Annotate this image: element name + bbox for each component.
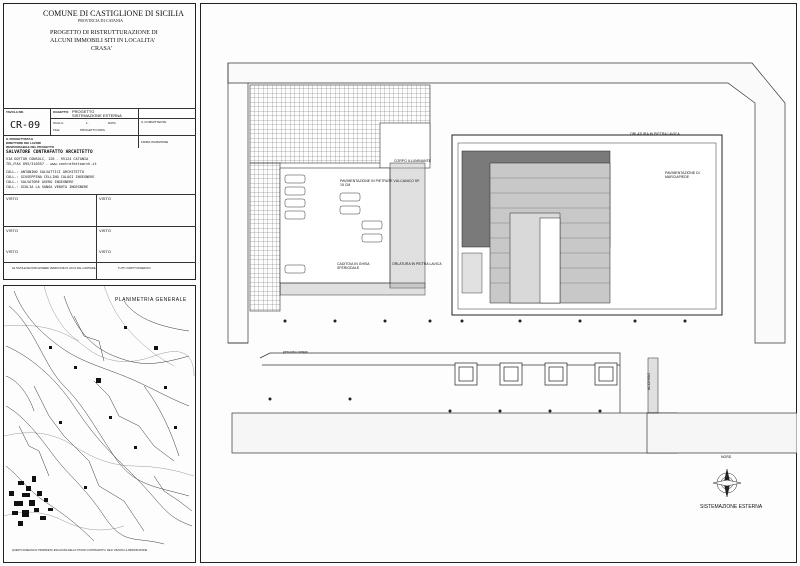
director-label: DIRETTORE DEI LAVORI [6,141,42,145]
title-divider [50,108,51,135]
title-divider [3,135,196,136]
visto-label: VISTO [6,249,18,254]
collaborator-3: COLL.: SALVATORE ASERO INGEGNERE [6,180,74,184]
visto-label: VISTO [6,196,18,201]
footer-note-left: LE TAVOLE DEVONO ESSERE VERIFICATE IN LOCO DAL CANTIERE [12,267,96,270]
sheet-label: TAVOLA NR. [6,110,24,114]
collaborator-2: COLL.: GIUSEPPINA CELLINO CALOGI INGEGNERE [6,175,95,179]
architect-phone: TEL/FAX 095/310557 - www.contrafattoarch.it [6,162,97,166]
label-pavimentazione-pietrate: PAVIMENTAZIONE IN PIETRATE VULCANICO SP. 15 CM [340,179,420,187]
visto-label: VISTO [99,228,111,233]
site-map-note: QUESTO DISEGNO E' PROPRIETA' ESCLUSIVA DELLO STUDIO CONTRAFATTO. NE E' VIETATA LA RIPRODUZIONE [12,549,148,552]
municipality-title: COMUNE DI CASTIGLIONE DI SICILIA [43,9,184,18]
project-title-line1: PROGETTO DI RISTRUTTURAZIONE DI [50,30,158,36]
site-map-drawing [4,286,195,548]
site-plan-drawing [200,3,797,563]
file-label: FILE: [53,128,61,132]
file-value: PROGETTO.DWG [80,128,105,132]
title-divider [96,194,97,262]
label-caditoia: CADITOIA IN GHISA SFERIODALE [337,262,370,270]
title-divider [3,262,196,263]
object-line2: SISTEMAZIONE ESTERNA [72,113,122,118]
site-map-title: PLANIMETRIA GENERALE [115,297,187,303]
signature-label: FIRMA ISCRIZIONE [141,140,169,144]
label-accesso: ACCESSO [647,372,651,390]
scale-label: SCALA: [53,121,64,125]
label-pavimentazione-marciapiede: PAVIMENTAZIONE DI MARCIAPIEDE [665,171,700,179]
visto-label: VISTO [6,228,18,233]
date-label: DATA: [108,121,117,125]
project-title-line3: CRASA' [91,46,113,52]
title-divider [138,108,139,148]
responsible-label: RESPONSABILE DEL PROGETTO [6,145,55,149]
label-orlatura-top: ORLATURA IN PIETRA LAVICA [630,132,680,136]
object-label: OGGETTO: [53,110,69,114]
label-corpo-illuminante: CORPO ILLUMINANTE [394,159,431,163]
object-line1: PROGETTO [72,109,95,114]
project-title-line2: ALCUNI IMMOBILI SITI IN LOCALITA' [50,38,156,44]
compass-label: NORD [721,455,732,459]
title-divider [3,108,196,109]
label-percorso: percorso rampa [283,350,308,354]
title-divider [3,194,196,195]
sheet-number: CR-09 [10,120,41,131]
designer-label: IL PROGETTISTA E [6,137,34,141]
architect-address: VIA DOTTOR CONSOLI, 126 - 95124 CATANIA [6,157,89,161]
footer-note-right: TUTTI I DIRITTI RISERVATI [118,267,151,270]
title-divider [3,226,196,227]
visto-label: VISTO [99,249,111,254]
collaborator-1: COLL.: ANTONINO SALVATTICI ARCHITETTO [6,170,84,174]
visto-label: VISTO [99,196,111,201]
label-orlatura: ORLATURA IN PIETRA LAVICA [392,262,442,266]
architect-name: SALVATORE CONTRAFATTO ARCHITETTO [6,150,93,155]
scale-value: 1: [86,121,89,125]
collaborator-4: COLL.: GIULIA LA SANGA VENUTA INGEGNERE [6,185,89,189]
plan-title: SISTEMAZIONE ESTERNA [700,504,763,510]
committente-label: IL COMMITTENTE [141,120,167,124]
title-divider [50,118,196,119]
title-divider [96,262,97,280]
province-label: PROVINCIA DI CATANIA [78,18,124,23]
